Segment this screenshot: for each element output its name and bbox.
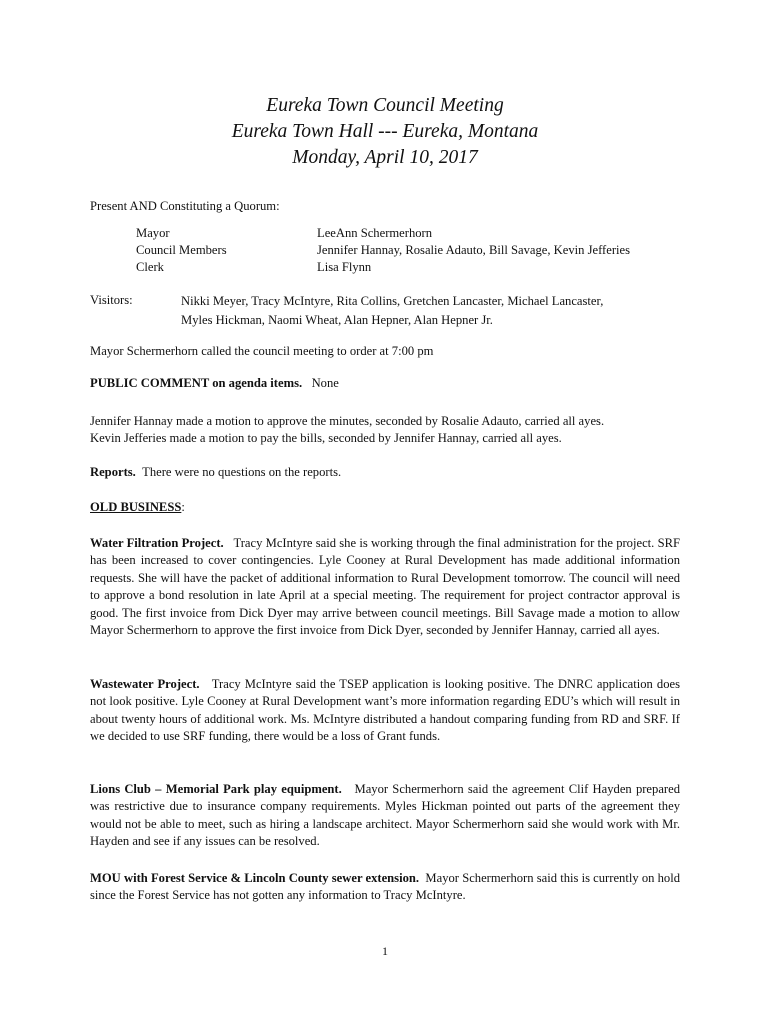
item-heading: Lions Club – Memorial Park play equipment. (90, 782, 342, 796)
old-business-suffix: : (181, 500, 185, 514)
motion-minutes: Jennifer Hannay made a motion to approve the minutes, seconded by Rosalie Adauto, carried all ayes. (90, 414, 605, 428)
public-comment-heading: PUBLIC COMMENT on agenda items. (90, 376, 303, 390)
page-number: 1 (382, 944, 388, 958)
roster-names: Lisa Flynn (317, 260, 372, 274)
call-to-order: Mayor Schermerhorn called the council meeting to order at 7:00 pm (90, 344, 434, 358)
roster-role: Council Members (136, 243, 227, 257)
agenda-item (90, 781, 680, 851)
visitors-line: Myles Hickman, Naomi Wheat, Alan Hepner, Alan Hepner Jr. (181, 313, 493, 327)
item-text: Mayor Schermerhorn said the agreement Clif Hayden prepared was restrictive due to insurance company requirements. Myles Hickman pointed out parts of the agreement they would not be able to meet, such as hiring a landscape architect. Mayor Schermerhorn said she would work with Mr. Hayden and see if any issues can be resolved. (90, 782, 680, 849)
public-comment (90, 375, 339, 392)
roster-names: Jennifer Hannay, Rosalie Adauto, Bill Savage, Kevin Jefferies (317, 243, 631, 257)
item-text: Tracy McIntyre said she is working through the final administration for the project. SRF has been increased to cover contingencies. Lyle Cooney at Rural Development has made additional information requests. She will have the packet of additional information to Rural Development tomorrow. The council will need to approve a bond resolution in late April at a special meeting. The requirement for project contractor approval is good. The first invoice from Dick Dyer may arrive between council meetings. Bill Savage made a motion to allow Mayor Schermerhorn to approve the first invoice from Dick Dyer, seconded by Jennifer Hannay, carried all ayes. (90, 536, 680, 638)
agenda-item (90, 676, 680, 746)
item-heading: MOU with Forest Service & Lincoln County sewer extension. (90, 871, 420, 885)
meeting-title: Eureka Town Council Meeting (266, 95, 504, 116)
meeting-location: Eureka Town Hall --- Eureka, Montana (231, 121, 539, 142)
agenda-item (90, 535, 680, 639)
visitors-line: Nikki Meyer, Tracy McIntyre, Rita Collins, Gretchen Lancaster, Michael Lancaster, (181, 294, 604, 308)
roster-role: Clerk (136, 260, 164, 274)
roster-names: LeeAnn Schermerhorn (317, 226, 433, 240)
motion-bills: Kevin Jefferies made a motion to pay the bills, seconded by Jennifer Hannay, carried all ayes. (90, 431, 562, 445)
reports-heading: Reports. (90, 465, 136, 479)
quorum-heading: Present AND Constituting a Quorum: (90, 199, 280, 213)
item-text: Tracy McIntyre said the TSEP application is looking positive. The DNRC application does not look positive. Lyle Cooney at Rural Development want’s more information regarding EDU’s which will result in about twenty hours of additional work. Ms. McIntyre distributed a handout comparing funding from RD and SRF. If we decided to use SRF funding, there would be a loss of Grant funds. (90, 677, 681, 744)
old-business-heading (90, 499, 185, 516)
roster-role: Mayor (136, 226, 170, 240)
visitors-label: Visitors: (90, 293, 133, 307)
item-text: Mayor Schermerhorn said this is currently on hold since the Forest Service has not gotten any information to Tracy McIntyre. (90, 871, 680, 903)
old-business-label: OLD BUSINESS (90, 500, 182, 514)
reports (90, 464, 341, 481)
item-heading: Wastewater Project. (90, 677, 200, 691)
public-comment-text: None (311, 376, 339, 390)
meeting-date: Monday, April 10, 2017 (292, 147, 478, 168)
item-heading: Water Filtration Project. (90, 536, 224, 550)
reports-text: There were no questions on the reports. (142, 465, 342, 479)
visitors-list (181, 292, 661, 330)
agenda-item (90, 870, 680, 905)
